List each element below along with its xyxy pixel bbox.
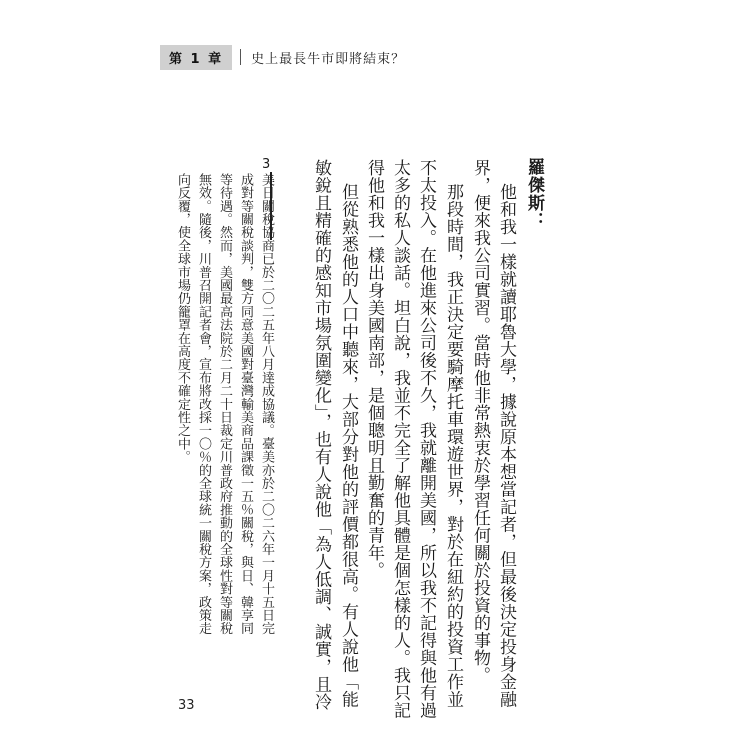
body-column: 得他和我一樣出身美國南部，是個聰明且勤奮的青年。 [364, 159, 384, 579]
body-column: 那段時間，我正決定要騎摩托車環遊世界，對於在紐約的投資工作並 [443, 183, 463, 708]
footnote-column: 等待遇。然而，美國最高法院於二月二十日裁定川普政府推動的全球性對等關稅 [217, 173, 232, 635]
body-column: 界，便來我公司實習。當時他非常熱衷於學習任何關於投資的事物。 [470, 159, 490, 684]
footnote-column: 美日關稅協商已於二〇二五年八月達成協議。臺美亦於二〇二六年一月十五日完 [259, 173, 274, 635]
chapter-title: 史上最長牛市即將結束？ [251, 51, 406, 67]
body-column: 太多的私人談話。坦白說，我並不完全了解他具體是個怎樣的人。我只記 [390, 159, 410, 719]
footnote-number: 3 [262, 157, 271, 172]
page-number: 33 [178, 698, 195, 713]
body-column: 不太投入。在他進來公司後不久，我就離開美國，所以我不記得與他有過 [416, 159, 436, 719]
running-header [160, 46, 405, 68]
chapter-label: 第 1 章 [160, 45, 232, 70]
body-column: 但從熟悉他的人口中聽來，大部分對他的評價都很高。有人說他「能 [338, 183, 358, 708]
speaker-label: 羅傑斯： [524, 158, 544, 230]
footnote-column: 成對等關稅談判，雙方同意美國對臺灣輸美商品課徵一五％關稅，與日、韓享同 [238, 173, 253, 635]
body-column: 他和我一樣就讀耶魯大學，據說原本想當記者，但最後決定投身金融 [496, 183, 516, 708]
footnote-column: 向反覆，使全球市場仍籠罩在高度不確定性之中。 [175, 173, 190, 464]
footnote-column: 無效。隨後，川普召開記者會，宣布將改採一〇％的全球統一關稅方案，政策走 [196, 173, 211, 635]
header-divider [240, 49, 241, 65]
body-column: 敏銳且精確的感知市場氛圍變化」，也有人說他「為人低調、誠實，且冷 [311, 159, 331, 711]
